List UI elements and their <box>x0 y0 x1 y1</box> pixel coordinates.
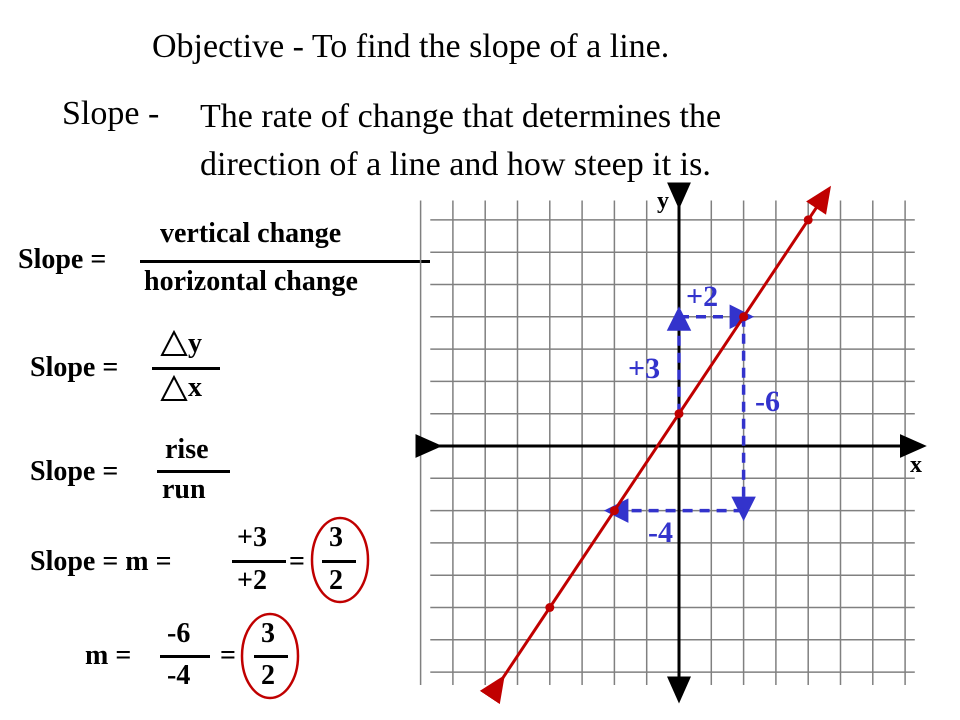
grid-lines <box>421 201 915 686</box>
formula5-equals: = <box>220 640 236 671</box>
formula5-result-numerator: 3 <box>261 618 275 649</box>
result-circle-2 <box>242 614 298 698</box>
objective-title: Objective - To find the slope of a line. <box>152 28 670 65</box>
formula5-denominator: -4 <box>167 660 191 691</box>
line-point <box>610 506 619 515</box>
line-point <box>804 215 813 224</box>
formula5-numerator: -6 <box>167 618 191 649</box>
formula2-denominator: x <box>188 372 202 403</box>
line-point <box>739 312 748 321</box>
step-label-plus2: +2 <box>686 280 719 313</box>
slope-term: Slope - <box>62 95 160 132</box>
slope-definition-line2: direction of a line and how steep it is. <box>200 146 711 183</box>
line-point <box>545 603 554 612</box>
y-axis-label: y <box>657 188 669 214</box>
formula4-lhs: Slope = m = <box>30 546 172 577</box>
axes <box>430 197 914 691</box>
slope-definition-line1: The rate of change that determines the <box>200 98 722 135</box>
line-point <box>675 409 684 418</box>
formula4-numerator: +3 <box>237 522 267 553</box>
formula2-lhs: Slope = <box>30 352 119 383</box>
formula1-lhs: Slope = <box>18 244 107 275</box>
step-label-minus6: -6 <box>755 385 780 418</box>
formula5-result-denominator: 2 <box>261 660 275 691</box>
formula4-equals: = <box>289 546 305 577</box>
delta-triangle-bottom <box>162 377 186 400</box>
formula2-numerator: y <box>188 328 202 359</box>
formula1-denominator: horizontal change <box>144 266 358 297</box>
formula5-lhs: m = <box>85 640 132 671</box>
formula3-denominator: run <box>162 474 206 505</box>
formula3-numerator: rise <box>165 434 209 465</box>
result-circle-1 <box>312 518 368 602</box>
delta-triangle-top <box>162 332 186 355</box>
formula4-denominator: +2 <box>237 565 267 596</box>
formula4-result-denominator: 2 <box>329 565 343 596</box>
formula3-lhs: Slope = <box>30 456 119 487</box>
x-axis-label: x <box>910 452 922 478</box>
formula1-numerator: vertical change <box>160 218 342 249</box>
step-label-plus3: +3 <box>628 352 661 385</box>
step-label-minus4: -4 <box>648 516 673 549</box>
formula4-result-numerator: 3 <box>329 522 343 553</box>
